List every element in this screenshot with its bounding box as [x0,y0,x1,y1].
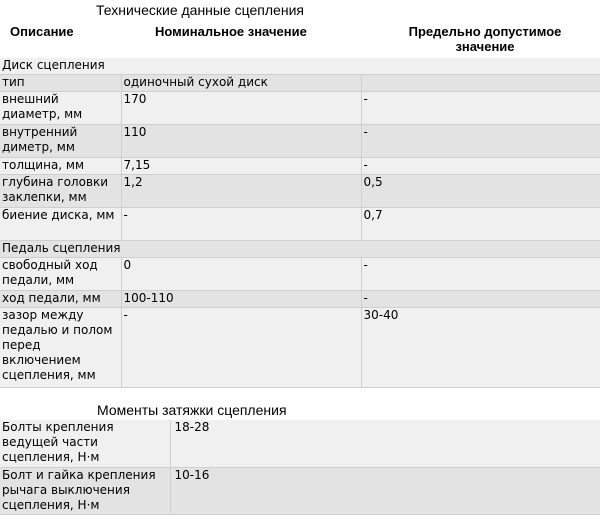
row-description: свободный ход педали, мм [0,258,121,291]
table-row [0,308,600,388]
row-nominal: 170 [121,92,361,125]
torque-table [0,420,600,515]
row-description: глубина головки заклепки, мм [0,175,121,208]
row-limit: - [361,258,600,291]
row-description: внутренний диметр, мм [0,125,121,158]
row-description: Болты крепления ведущей части сцепления, Н·м [0,420,170,467]
row-value: 10-16 [170,467,600,514]
row-limit: 0,7 [361,208,600,241]
header-description: Описание [10,24,74,39]
row-value: 18-28 [170,420,600,467]
header-nominal: Номинальное значение [155,24,307,39]
row-nominal: 0 [121,258,361,291]
row-limit: - [361,291,600,308]
table-row [0,75,600,92]
row-limit: - [361,125,600,158]
table-row [0,420,600,467]
spec-table [0,58,600,388]
torque-title: Моменты затяжки сцепления [97,402,287,418]
row-description: биение диска, мм [0,208,121,241]
row-limit [361,75,600,92]
row-nominal: 7,15 [121,158,361,175]
header-limit: Предельно допустимое значение [408,24,562,54]
table-row [0,208,600,241]
section-label: Диск сцепления [0,58,600,75]
row-limit: 30-40 [361,308,600,388]
table-row [0,125,600,158]
row-limit: - [361,158,600,175]
table-row [0,158,600,175]
row-nominal: одиночный сухой диск [121,75,361,92]
row-limit: 0,5 [361,175,600,208]
table-row [0,92,600,125]
row-description: Болт и гайка крепления рычага выключения сцепления, Н·м [0,467,170,514]
table-row [0,291,600,308]
table-row [0,467,600,514]
section-row [0,58,600,75]
row-description: зазор между педалью и полом перед включением сцепления, мм [0,308,121,388]
row-limit: - [361,92,600,125]
row-description: внешний диаметр, мм [0,92,121,125]
row-description: тип [0,75,121,92]
section-row [0,241,600,258]
row-description: толщина, мм [0,158,121,175]
row-nominal: - [121,308,361,388]
table-row [0,175,600,208]
table-row [0,258,600,291]
spec-title: Технические данные сцепления [96,2,304,18]
row-nominal: 1,2 [121,175,361,208]
row-nominal: 100-110 [121,291,361,308]
row-nominal: 110 [121,125,361,158]
row-nominal: - [121,208,361,241]
section-label: Педаль сцепления [0,241,600,258]
row-description: ход педали, мм [0,291,121,308]
